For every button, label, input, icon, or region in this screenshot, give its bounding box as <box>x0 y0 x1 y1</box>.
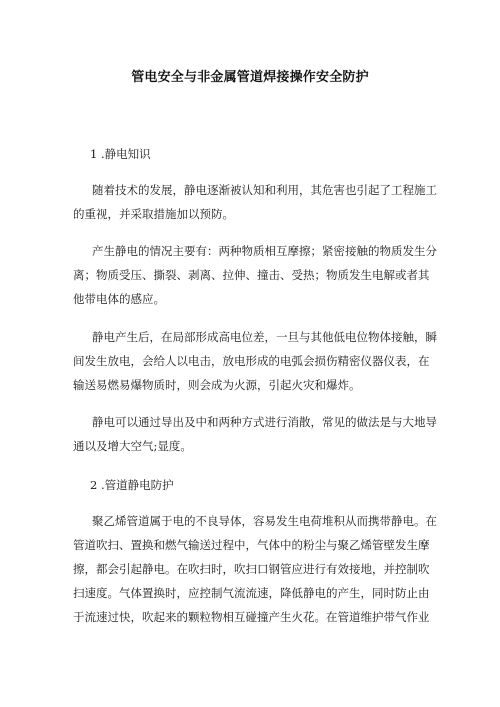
paragraph-5-line-4: 扫速度。气体置换时，应控制气流流速，降低静电的产生，同时防止由 <box>73 586 430 600</box>
paragraph-5-line-1: 聚乙烯管道属于电的不良导体，容易发生电荷堆积从而携带静电。在 <box>92 514 437 528</box>
document-title: 管电安全与非金属管道焊接操作安全防护 <box>131 70 369 85</box>
paragraph-1-line-2: 的重视，并采取措施加以预防。 <box>73 207 234 221</box>
paragraph-3-line-3: 输送易燃易爆物质时，则会成为火源，引起火灾和爆炸。 <box>73 378 361 392</box>
paragraph-1-line-1: 随着技术的发展，静电逐渐被认知和利用，其危害也引起了工程施工 <box>92 183 437 197</box>
paragraph-5-line-2: 管道吹扫、置换和燃气输送过程中，气体中的粉尘与聚乙烯管壁发生摩 <box>73 538 430 552</box>
section-2-heading: 2 .管道静电防护 <box>90 478 174 492</box>
paragraph-3-line-2: 间发生放电，会给人以电击，放电形成的电弧会损伤精密仪器仪表，在 <box>73 354 430 368</box>
paragraph-2-line-2: 离；物质受压、撕裂、剥离、拉伸、撞击、受热；物质发生电解或者其 <box>73 268 430 282</box>
paragraph-4-line-2: 通以及增大空气;显度。 <box>73 439 192 453</box>
section-1-heading: 1 .静电知识 <box>90 147 151 161</box>
paragraph-3-line-1: 静电产生后，在局部形成高电位差，一旦与其他低电位物体接触，瞬 <box>92 330 437 344</box>
paragraph-2-line-3: 他带电体的感应。 <box>73 292 165 306</box>
paragraph-5-line-3: 擦，都会引起静电。在吹扫时，吹扫口钢管应进行有效接地，并控制吹 <box>73 562 430 576</box>
paragraph-5-line-5: 于流速过快，吹起来的颗粒物相互碰撞产生火花。在管道维护带气作业 <box>73 610 430 624</box>
paragraph-2-line-1: 产生静电的情况主要有：两种物质相互摩擦；紧密接触的物质发生分 <box>92 244 437 258</box>
paragraph-4-line-1: 静电可以通过导出及中和两种方式进行消散，常见的做法是与大地导 <box>92 415 437 429</box>
